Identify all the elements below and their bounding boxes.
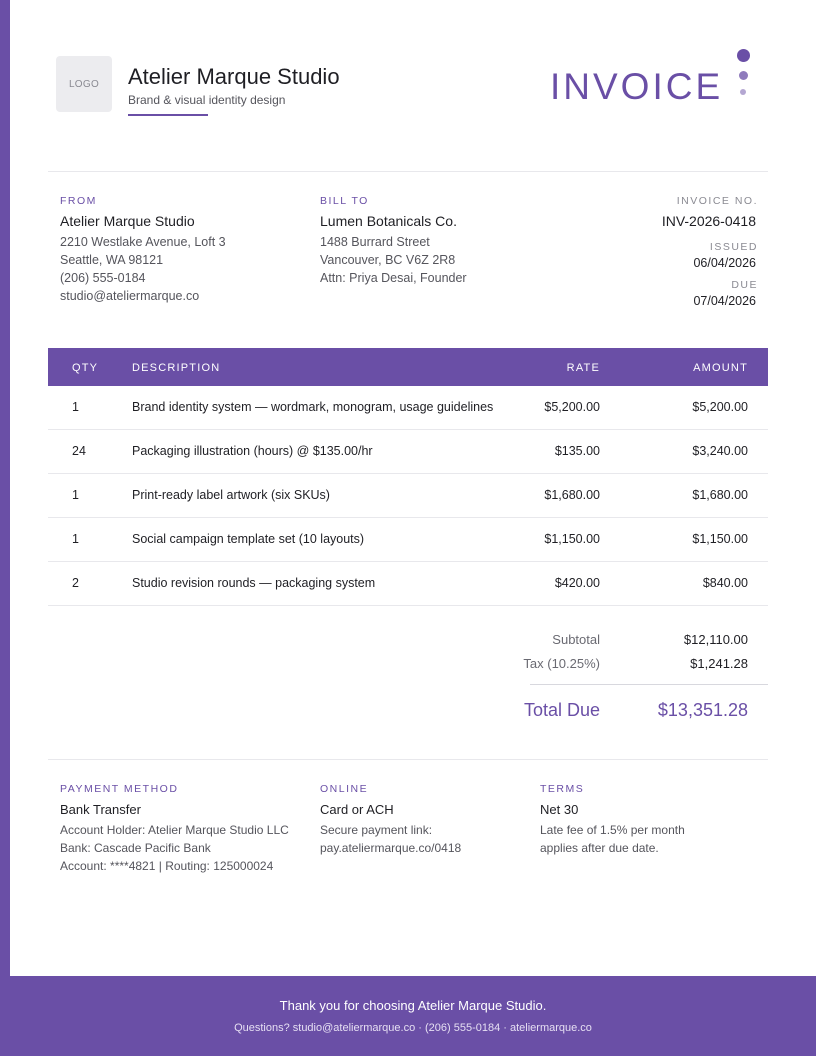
subtotal-value: $12,110.00 <box>683 632 748 647</box>
footer-thanks: Thank you for choosing Atelier Marque Studio. <box>279 998 547 1013</box>
account-holder: Account Holder: Atelier Marque Studio LLC <box>60 823 289 837</box>
online-label: ONLINE <box>320 783 369 795</box>
decorative-dot-small <box>740 89 746 95</box>
document-title: INVOICE <box>550 66 724 107</box>
bill-to-name: Lumen Botanicals Co. <box>320 213 457 229</box>
table-row <box>48 430 768 474</box>
table-row <box>48 518 768 562</box>
name-underline <box>128 114 208 116</box>
row-amount: $3,240.00 <box>692 444 748 458</box>
row-rate: $135.00 <box>554 444 600 458</box>
row-description: Print-ready label artwork (six SKUs) <box>132 488 330 502</box>
from-label: FROM <box>60 195 97 207</box>
row-amount: $1,680.00 <box>692 488 748 502</box>
from-phone: (206) 555-0184 <box>60 271 146 285</box>
amount-column-header: AMOUNT <box>693 362 748 374</box>
invoice-number: INV-2026-0418 <box>661 213 756 229</box>
late-fee-line-2: applies after due date. <box>540 841 659 855</box>
payment-method-label: PAYMENT METHOD <box>60 783 179 795</box>
payment-divider <box>48 759 768 760</box>
issued-date: 06/04/2026 <box>693 256 756 270</box>
late-fee-line-1: Late fee of 1.5% per month <box>540 823 685 837</box>
row-qty: 1 <box>72 400 79 414</box>
from-email: studio@ateliermarque.co <box>60 289 200 303</box>
bill-to-attn: Attn: Priya Desai, Founder <box>320 271 467 285</box>
payment-link-label: Secure payment link: <box>320 823 433 837</box>
payment-method: Bank Transfer <box>60 802 141 817</box>
payment-link[interactable]: pay.ateliermarque.co/0418 <box>320 841 462 855</box>
row-description: Packaging illustration (hours) @ $135.00/hr <box>132 444 373 458</box>
totals-divider <box>530 684 768 685</box>
row-amount: $1,150.00 <box>692 532 748 546</box>
bank-name: Bank: Cascade Pacific Bank <box>60 841 211 855</box>
invoice-page <box>10 0 816 1056</box>
row-description: Studio revision rounds — packaging system <box>132 576 376 590</box>
terms-value: Net 30 <box>540 802 579 817</box>
account-routing: Account: ****4821 | Routing: 125000024 <box>60 859 274 873</box>
decorative-dot-large <box>737 49 750 62</box>
row-qty: 1 <box>72 532 79 546</box>
description-column-header: DESCRIPTION <box>132 362 221 374</box>
bill-to-address-line-2: Vancouver, BC V6Z 2R8 <box>320 253 456 267</box>
header-divider <box>48 171 768 172</box>
row-amount: $5,200.00 <box>692 400 748 414</box>
accent-side-bar <box>0 0 10 1056</box>
from-name: Atelier Marque Studio <box>60 213 195 229</box>
row-description: Social campaign template set (10 layouts) <box>132 532 365 546</box>
bill-to-label: BILL TO <box>320 195 369 207</box>
due-date: 07/04/2026 <box>693 294 756 308</box>
terms-label: TERMS <box>540 783 585 795</box>
footer-contact: Questions? studio@ateliermarque.co · (206) 555-0184 · ateliermarque.co <box>234 1022 592 1034</box>
rate-column-header: RATE <box>566 362 600 374</box>
line-items-header <box>48 348 768 386</box>
row-rate: $5,200.00 <box>544 400 600 414</box>
row-amount: $840.00 <box>702 576 748 590</box>
tax-label: Tax (10.25%) <box>523 656 600 671</box>
company-tagline: Brand & visual identity design <box>128 93 286 107</box>
tax-value: $1,241.28 <box>690 656 748 671</box>
table-row <box>48 474 768 518</box>
row-description: Brand identity system — wordmark, monogram, usage guidelines <box>132 400 494 414</box>
table-row <box>48 386 768 430</box>
qty-column-header: QTY <box>72 362 99 374</box>
decorative-dot-medium <box>739 71 748 80</box>
issued-label: ISSUED <box>709 241 758 253</box>
row-qty: 24 <box>72 444 86 458</box>
row-qty: 1 <box>72 488 79 502</box>
from-address-line-1: 2210 Westlake Avenue, Loft 3 <box>60 235 226 249</box>
total-due-label: Total Due <box>523 700 600 720</box>
due-label: DUE <box>731 279 758 291</box>
logo-placeholder: LOGO <box>56 56 112 112</box>
from-address-line-2: Seattle, WA 98121 <box>60 253 164 267</box>
row-rate: $1,150.00 <box>544 532 600 546</box>
row-rate: $1,680.00 <box>544 488 600 502</box>
bill-to-address-line-1: 1488 Burrard Street <box>320 235 430 249</box>
company-name: Atelier Marque Studio <box>128 64 340 89</box>
online-method: Card or ACH <box>320 802 394 817</box>
row-rate: $420.00 <box>554 576 600 590</box>
row-qty: 2 <box>72 576 79 590</box>
table-row <box>48 562 768 606</box>
footer-band <box>10 976 816 1056</box>
invoice-number-label: INVOICE NO. <box>676 195 758 207</box>
total-due-value: $13,351.28 <box>657 700 748 720</box>
subtotal-label: Subtotal <box>552 632 600 647</box>
